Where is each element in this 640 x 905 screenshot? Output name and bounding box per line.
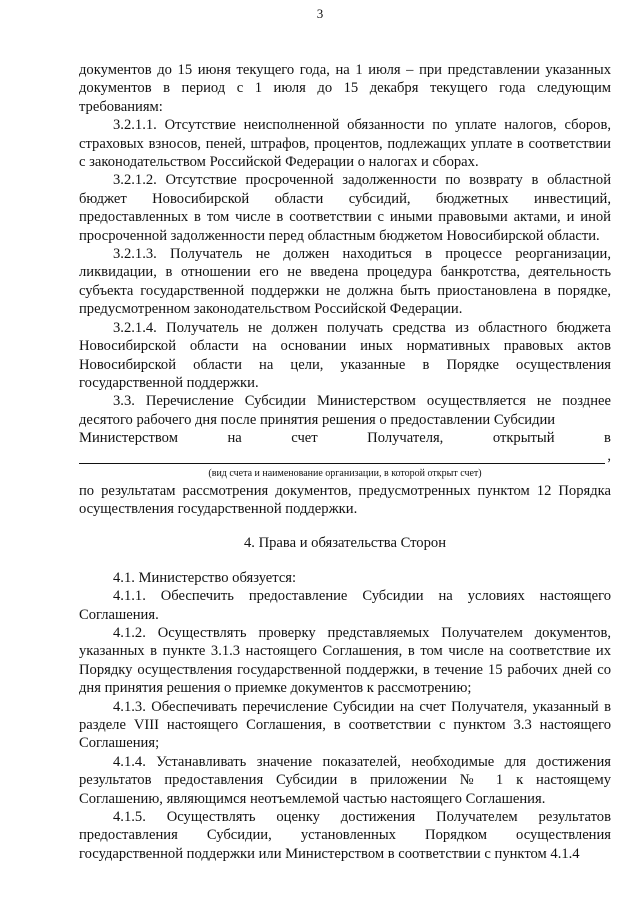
account-word: на	[227, 430, 242, 447]
paragraph-3-3-account-line	[79, 429, 611, 447]
paragraph-4-1-2: 4.1.2. Осуществлять проверку представляемых Получателем документов, указанных в пункте 3.1.3 настоящего Соглашения, в том числе на соответствие их Порядку осуществления государственной поддержки, в течение 15 рабочих дней со дня принятия решения о приемке документов к рассмотрению;	[79, 624, 611, 697]
paragraph-3-3-continuation: по результатам рассмотрения документов, предусмотренных пунктом 12 Порядка осуществления государственной поддержки.	[79, 482, 611, 517]
paragraph-3-2-1-3: 3.2.1.3. Получатель не должен находиться в процессе реорганизации, ликвидации, в отношении его не введена процедура банкротства, деятельность субъекта государственной поддержки не должна быть приостановлена в порядке, предусмотренном законодательством Российской Федерации.	[79, 246, 611, 318]
paragraph-4-1-3: 4.1.3. Обеспечивать перечисление Субсидии на счет Получателя, указанный в разделе VIII настоящего Соглашения, в соответствии с пунктом 3.3 настоящего Соглашения;	[79, 698, 611, 752]
paragraph-3-2-1-1: 3.2.1.1. Отсутствие неисполненной обязанности по уплате налогов, сборов, страховых взносов, пеней, штрафов, процентов, подлежащих уплате в соответствии с законодательством Российской Федерации о налогах и сборах.	[79, 117, 611, 171]
document-body	[79, 61, 611, 863]
paragraph-4-1-5: 4.1.5. Осуществлять оценку достижения Получателем результатов предоставления Субсидии, установленных Порядком осуществления государственной поддержки или Министерством в соответствии с пунктом 4.1.4	[79, 809, 611, 862]
account-word: в	[604, 430, 611, 447]
account-field-caption: (вид счета и наименование организации, в которой открыт счет)	[208, 467, 482, 479]
account-word: счет	[291, 430, 318, 447]
paragraph-4-1-4: 4.1.4. Устанавливать значение показателей, необходимые для достижения результатов предоставления Субсидии в приложении № 1 к настоящему Соглашению, являющимся неотъемлемой частью настоящего Соглашения.	[79, 753, 611, 807]
paragraph-4-1-1: 4.1.1. Обеспечить предоставление Субсидии на условиях настоящего Соглашения.	[79, 588, 611, 623]
account-word: открытый	[492, 430, 555, 447]
account-word: Получателя,	[367, 430, 444, 447]
paragraph-intro-continuation: документов до 15 июня текущего года, на 1 июля – при представлении указанных документов в период с 1 июля до 15 декабря текущего года следующим требованиям:	[79, 62, 611, 115]
blank-field-comma: ,	[607, 448, 611, 465]
account-word: Министерством	[79, 430, 178, 447]
paragraph-3-2-1-4: 3.2.1.4. Получатель не должен получать средства из областного бюджета Новосибирской области на основании иных нормативных правовых актов Новосибирской области на цели, указанные в Порядке осуществления государственной поддержки.	[79, 319, 611, 391]
paragraph-3-3: 3.3. Перечисление Субсидии Министерством осуществляется не позднее десятого рабочего дня после принятия решения о предоставлении Субсидии	[79, 393, 611, 428]
paragraph-4-1: 4.1. Министерство обязуется:	[113, 569, 297, 586]
paragraph-3-2-1-2: 3.2.1.2. Отсутствие просроченной задолженности по возврату в областной бюджет Новосибирской области субсидий, бюджетных инвестиций, предоставленных в том числе в соответствии с иными правовыми актами, и иной просроченной задолженности перед областным бюджетом Новосибирской области.	[79, 172, 611, 244]
underline-rule	[79, 463, 605, 464]
page-number: 3	[316, 6, 324, 21]
section-4-title: 4. Права и обязательства Сторон	[243, 535, 447, 552]
account-blank-field	[79, 448, 611, 466]
